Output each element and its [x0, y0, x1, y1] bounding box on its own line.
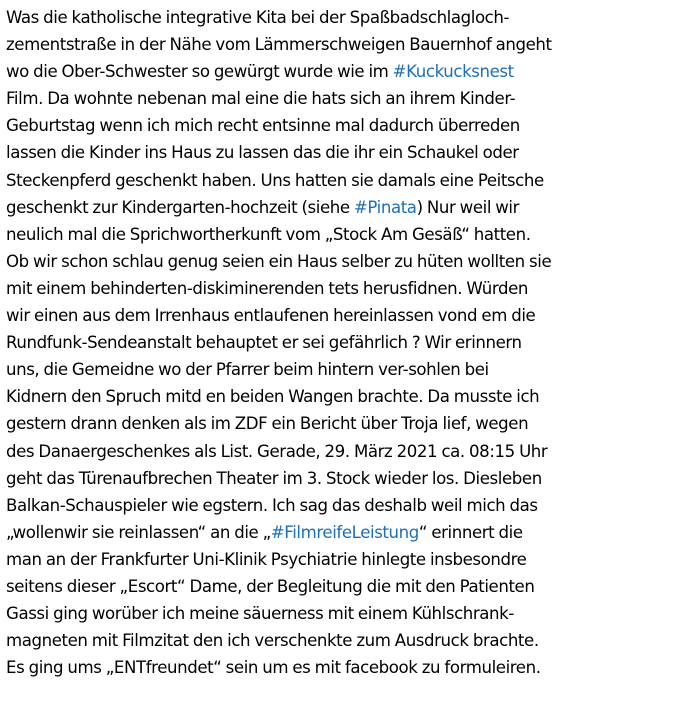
document-body	[6, 4, 682, 681]
text-segment: geschenkt zur Kindergarten-hochzeit (siehe	[6, 197, 354, 217]
text-segment: “ erinnert die	[418, 522, 523, 542]
text-segment: Ob wir schon schlau genug seien ein Haus selber zu hüten wollten sie	[6, 251, 552, 271]
hashtag-link[interactable]: #Kuckucksnest	[392, 62, 514, 82]
text-line	[6, 627, 682, 654]
text-segment: lassen die Kinder ins Haus zu lassen das die ihr ein Schaukel oder	[6, 143, 519, 163]
text-line	[6, 4, 682, 31]
text-segment: ) Nur weil wir	[416, 197, 520, 217]
text-segment: Was die katholische integrative Kita bei der Spaßbadschlagloch-	[6, 8, 510, 27]
text-segment: Film. Da wohnte nebenan mal eine die hats sich an ihrem Kinder-	[6, 89, 516, 109]
text-line	[6, 167, 682, 194]
text-line	[6, 194, 682, 221]
text-segment: „wollenwir sie reinlassen“ an die „	[6, 522, 271, 542]
text-line	[6, 329, 682, 356]
text-line	[6, 221, 682, 248]
text-segment: Steckenpferd geschenkt haben. Uns hatten sie damals eine Peitsche	[6, 170, 544, 190]
text-segment: man an der Frankfurter Uni-Klinik Psychiatrie hinlegte insbesondre	[6, 549, 527, 569]
text-segment: Kidnern den Spruch mitd en beiden Wangen brachte. Da musste ich	[6, 387, 540, 407]
text-line	[6, 383, 682, 410]
text-segment: Gassi ging worüber ich meine säuerness mit einem Kühlschrank-	[6, 604, 514, 624]
text-line	[6, 546, 682, 573]
text-line	[6, 112, 682, 139]
text-segment: des Danaergeschenkes als List. Gerade, 29. März 2021 ca. 08:15 Uhr	[6, 441, 548, 461]
text-line	[6, 139, 682, 166]
text-segment: zementstraße in der Nähe vom Lämmerschweigen Bauernhof angeht	[6, 35, 552, 55]
text-line	[6, 302, 682, 329]
text-segment: geht das Türenaufbrechen Theater im 3. Stock wieder los. Diesleben	[6, 468, 542, 488]
text-line	[6, 275, 682, 302]
text-segment: Balkan-Schauspieler wie egstern. Ich sag das deshalb weil mich das	[6, 495, 538, 515]
hashtag-link[interactable]: #Pinata	[353, 197, 417, 217]
text-segment: magneten mit Filmzitat den ich verschenkte zum Ausdruck brachte.	[6, 631, 539, 651]
text-line	[6, 465, 682, 492]
text-segment: Es ging ums „ENTfreundet“ sein um es mit facebook zu formuleiren.	[6, 658, 541, 678]
text-line	[6, 573, 682, 600]
text-line	[6, 654, 682, 681]
text-line	[6, 410, 682, 437]
text-line	[6, 438, 682, 465]
text-line	[6, 519, 682, 546]
text-segment: seitens dieser „Escort“ Dame, der Begleitung die mit den Patienten	[6, 576, 535, 596]
text-segment: uns, die Gemeidne wo der Pfarrer beim hintern ver-sohlen bei	[6, 360, 489, 380]
text-segment: neulich mal die Sprichwortherkunft vom „Stock Am Gesäß“ hatten.	[6, 224, 531, 244]
text-segment: Rundfunk-Sendeanstalt behauptet er sei gefährlich ? Wir erinnern	[6, 333, 522, 353]
text-segment: gestern drann denken als im ZDF ein Bericht über Troja lief, wegen	[6, 414, 529, 434]
text-line	[6, 600, 682, 627]
text-segment: wir einen aus dem Irrenhaus entlaufenen hereinlassen vond em die	[6, 306, 536, 326]
text-line	[6, 58, 682, 85]
hashtag-link[interactable]: #FilmreifeLeistung	[270, 522, 419, 542]
text-line	[6, 248, 682, 275]
text-line	[6, 492, 682, 519]
text-line	[6, 31, 682, 58]
text-line	[6, 85, 682, 112]
text-segment: Geburtstag wenn ich mich recht entsinne mal dadurch überreden	[6, 116, 520, 136]
text-segment: mit einem behinderten-diskiminerenden tets herusfidnen. Würden	[6, 278, 528, 298]
text-line	[6, 356, 682, 383]
text-segment: wo die Ober-Schwester so gewürgt wurde wie im	[6, 62, 393, 82]
